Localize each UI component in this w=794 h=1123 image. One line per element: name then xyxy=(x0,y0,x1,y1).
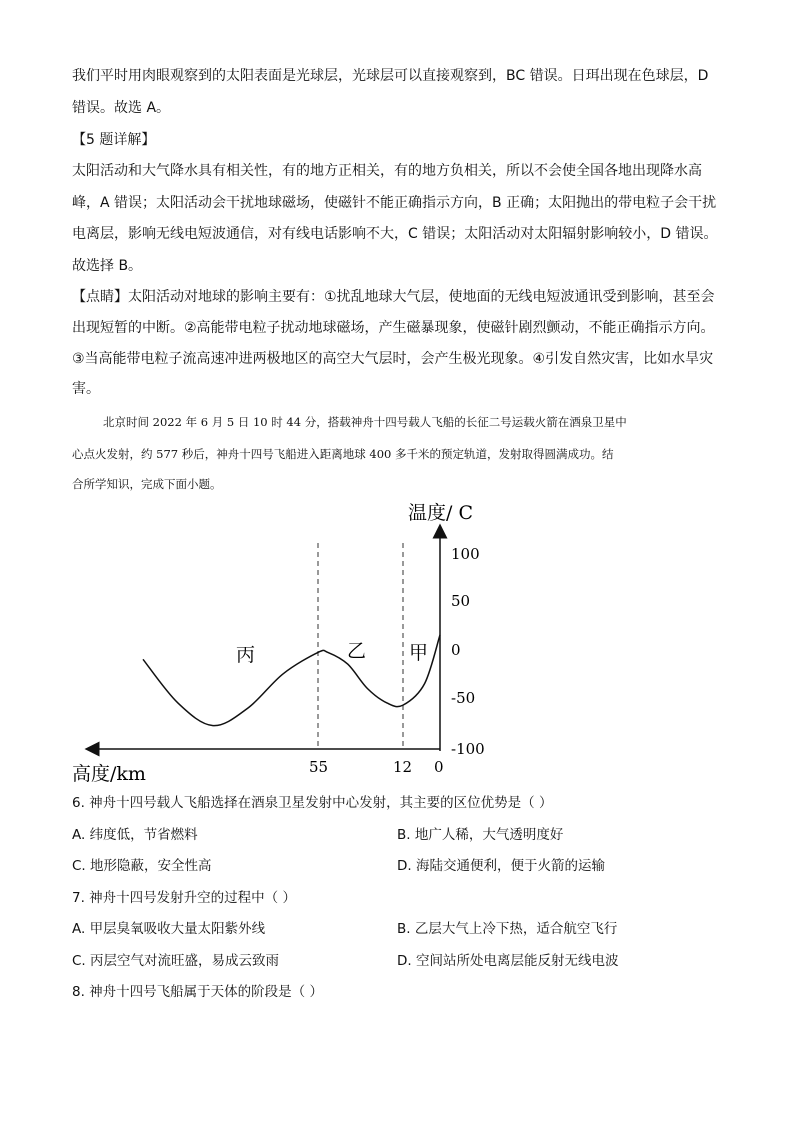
question-7-stem: 7. 神舟十四号发射升空的过程中（ ） xyxy=(72,890,296,906)
question-6-stem: 6. 神舟十四号载人飞船选择在酒泉卫星发射中心发射，其主要的区位优势是（ ） xyxy=(72,795,553,811)
question-6-option-a[interactable]: A. 纬度低，节省燃料 xyxy=(72,827,198,843)
answer-text-line: 我们平时用肉眼观察到的太阳表面是光球层，光球层可以直接观察到，BC 错误。日珥出现在色球层，D xyxy=(72,68,709,84)
intro-line: 北京时间 2022 年 6 月 5 日 10 时 44 分，搭载神舟十四号载人飞船的长征二号运载火箭在酒泉卫星中 xyxy=(103,415,627,429)
tip-line: 出现短暂的中断。②高能带电粒子扰动地球磁场，产生磁暴现象，使磁针剧烈颤动，不能正确指示方向。 xyxy=(72,320,715,336)
question-7-option-a[interactable]: A. 甲层臭氧吸收大量太阳紫外线 xyxy=(72,921,266,937)
q5-detail-header: 【5 题详解】 xyxy=(72,132,156,148)
question-7-option-c[interactable]: C. 丙层空气对流旺盛，易成云致雨 xyxy=(72,953,280,969)
layer-label-jia: 甲 xyxy=(409,642,429,664)
question-6-option-c[interactable]: C. 地形隐蔽，安全性高 xyxy=(72,858,212,874)
question-6-option-d[interactable]: D. 海陆交通便利，便于火箭的运输 xyxy=(397,858,605,874)
y-tick-label: -100 xyxy=(451,740,485,758)
tip-line: ③当高能带电粒子流高速冲进两极地区的高空大气层时，会产生极光现象。④引发自然灾害，比如水旱灾 xyxy=(72,351,714,367)
question-6-option-b[interactable]: B. 地广人稀，大气透明度好 xyxy=(397,827,564,843)
x-tick-label: 12 xyxy=(393,758,413,776)
temperature-curve xyxy=(143,635,440,726)
question-7-option-d[interactable]: D. 空间站所处电离层能反射无线电波 xyxy=(397,953,619,969)
tip-line: 【点睛】太阳活动对地球的影响主要有：①扰乱地球大气层，使地面的无线电短波通讯受到影响，甚至会 xyxy=(72,289,715,305)
q5-detail-line: 峰，A 错误；太阳活动会干扰地球磁场，使磁针不能正确指示方向，B 正确；太阳抛出的带电粒子会干扰 xyxy=(72,195,717,211)
question-8-stem: 8. 神舟十四号飞船属于天体的阶段是（ ） xyxy=(72,984,323,1000)
x-axis-label: 高度/km xyxy=(72,763,146,785)
y-tick-label: 50 xyxy=(451,592,471,610)
temperature-altitude-chart xyxy=(0,495,794,795)
answer-text-line: 错误。故选 A。 xyxy=(72,100,171,116)
y-tick-label: 0 xyxy=(451,641,461,659)
layer-label-yi: 乙 xyxy=(347,640,367,662)
y-tick-label: 100 xyxy=(451,545,480,563)
x-tick-label: 55 xyxy=(309,758,329,776)
tip-line: 害。 xyxy=(72,381,100,397)
layer-label-bing: 丙 xyxy=(236,644,256,666)
q5-detail-line: 电离层，影响无线电短波通信，对有线电话影响不大，C 错误；太阳活动对太阳辐射影响较小，D 错误。 xyxy=(72,226,718,242)
y-tick-label: -50 xyxy=(451,689,476,707)
q5-detail-line: 太阳活动和大气降水具有相关性，有的地方正相关，有的地方负相关，所以不会使全国各地出现降水高 xyxy=(72,163,702,179)
x-tick-label: 0 xyxy=(434,758,444,776)
q5-detail-line: 故选择 B。 xyxy=(72,258,143,274)
question-7-option-b[interactable]: B. 乙层大气上冷下热，适合航空飞行 xyxy=(397,921,618,937)
intro-line: 合所学知识，完成下面小题。 xyxy=(72,477,222,491)
intro-line: 心点火发射，约 577 秒后，神舟十四号飞船进入距离地球 400 多千米的预定轨道，发射取得圆满成功。结 xyxy=(72,447,614,461)
y-axis-label: 温度/ C xyxy=(408,502,473,524)
